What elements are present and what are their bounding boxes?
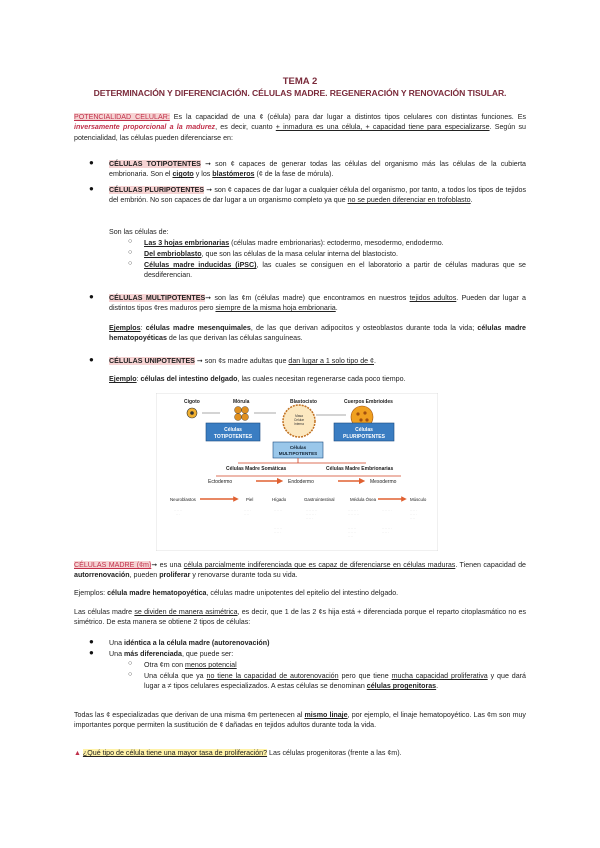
svg-text:· · · · · · ·: · · · · · · ·	[382, 509, 392, 512]
svg-text:Células: Células	[289, 445, 307, 450]
svg-text:· · · · ·: · · · · ·	[410, 509, 417, 512]
multipotentes-examples: Ejemplos: células madre mesenquimales, de las que derivan adipocitos y osteoblastos durante toda la vida; células madre hematopoyéticas de las que derivan las células sanguíneas.	[109, 324, 526, 343]
inner-cell-mass-label: Masa	[295, 414, 303, 418]
cm-paragraph: CÉLULAS MADRE (¢m)➞ es una célula parcialmente indiferenciada que es capaz de diferenciarse en células maduras. Tienen capacidad de autorrenovación, pueden proliferar y renovarse durante toda su vida.	[74, 561, 526, 580]
list-item: Las 3 hojas embrionarias (células madre embrionarias): ectodermo, mesodermo, endodermo.	[144, 239, 444, 247]
list-item: Del embrioblasto, que son las células de la masa celular interna del blastocisto.	[144, 250, 398, 258]
svg-text:· · ·: · · ·	[176, 513, 180, 516]
svg-text:MULTIPOTENTES: MULTIPOTENTES	[278, 451, 318, 456]
sub-bullet-icon: ○	[128, 260, 133, 267]
bullet-icon: ●	[89, 637, 94, 646]
label-gastro: Gastrointestinal	[304, 497, 335, 502]
bullet-icon: ●	[89, 184, 94, 193]
cm-examples: Ejemplos: célula madre hematopoyética, células madre unipotentes del epitelio del intestino delgado.	[74, 589, 399, 597]
svg-text:Celular: Celular	[293, 418, 305, 422]
svg-text:· · · · · ·: · · · · · ·	[274, 509, 283, 512]
label-neuroblastos: Neuroblastos	[170, 497, 196, 502]
bullet-icon: ●	[89, 292, 94, 301]
label-higado: Hígado	[272, 497, 287, 502]
sub-bullet-icon: ○	[128, 249, 133, 256]
totipotentes-paragraph: CÉLULAS TOTIPOTENTES ➞ son ¢ capaces de generar todas las células del organismo más las células de la cubierta embrionaria. Son el cigoto y los blastómeros (¢ de la fase de mórula).	[109, 160, 526, 179]
topic-number: TEMA 2	[282, 76, 318, 87]
label-morula: Mórula	[233, 399, 250, 405]
label-medula: Médula Ósea	[350, 497, 377, 502]
svg-text:· · · ·: · · · ·	[410, 517, 416, 520]
stem-cell-diagram	[156, 393, 438, 551]
svg-text:· · · · · ·: · · · · · ·	[274, 527, 283, 530]
cm-asymmetric: Las células madre se dividen de manera asimétrica, es decir, que 1 de las 2 ¢s hija está + diferenciada porque el reparto citoplasmático no es simétrico. De esta manera se obtiene 2 tipos de células:	[74, 608, 527, 627]
svg-text:· · · · · ·: · · · · · ·	[348, 531, 357, 534]
svg-text:· · · · · ·: · · · · · ·	[174, 509, 183, 512]
intro-paragraph: POTENCIALIDAD CELULAR: Es la capacidad de una ¢ (célula) para dar lugar a distintos tipos celulares con distintas funciones. Es inversamente proporcional a la madurez, es decir, cuanto + inmadura es una célula, + capacidad tiene para especializarse. Según su potencialidad, las células pueden diferenciarse en:	[74, 113, 526, 142]
label-ectodermo: Ectodermo	[208, 479, 233, 485]
svg-text:Células: Células	[355, 427, 373, 433]
svg-text:· · · · · ·: · · · · · ·	[348, 527, 357, 530]
multipotentes-paragraph: CÉLULAS MULTIPOTENTES➞ son las ¢m (células madre) que encontramos en nuestros tejidos adultos. Pueden dar lugar a distintos tipos ¢res maduros pero siempre de la misma hoja embrionaria.	[109, 294, 526, 313]
svg-text:· · · · · · ·: · · · · · · ·	[382, 527, 392, 530]
svg-text:· · · ·: · · · ·	[244, 513, 250, 516]
sub-bullet-icon: ○	[128, 238, 133, 245]
label-piel: Piel	[246, 497, 254, 502]
cm-sub-item: Otra ¢m con menos potencial	[144, 661, 237, 669]
pluripotentes-paragraph: CÉLULAS PLURIPOTENTES ➞ son ¢ capaces de dar lugar a cualquier célula del organismo, por tanto, a todos los tipos de tejidos del embrión. No son capaces de dar lugar a un organismo completo ya que no se pueden diferenciar en trofoblasto.	[109, 186, 527, 205]
svg-text:· · · · · · · ·: · · · · · · · ·	[348, 513, 360, 516]
label-somaticas: Células Madre Somáticas	[226, 466, 287, 472]
unipotentes-example: Ejemplo: células del intestino delgado, las cuales necesitan regenerarse cada poco tiempo.	[109, 375, 406, 383]
cm-sub-item: Una célula que ya no tiene la capacidad de autorenovación pero que tiene mucha capacidad proliferativa y que dará lugar a ≠ tipos celulares especializados. A estas células se denominan células progenitoras.	[144, 672, 526, 691]
warning-triangle-icon: ▲	[74, 750, 81, 757]
svg-text:· · · · · · ·: · · · · · · ·	[306, 513, 316, 516]
svg-text:Células: Células	[224, 427, 242, 433]
svg-text:TOTIPOTENTES: TOTIPOTENTES	[213, 434, 253, 440]
cm-question: ▲ ¿Qué tipo de célula tiene una mayor tasa de proliferación? Las células progenitoras (frente a las ¢m).	[74, 749, 402, 757]
label-embrionarias: Células Madre Embrionarias	[326, 466, 394, 472]
cm-linaje: Todas las ¢ especializadas que derivan de una misma ¢m pertenecen al mismo linaje, por ejemplo, el linaje hematopoyético. Las ¢m son muy importantes porque permiten la sustitución de ¢ dañadas en tejidos adultos durante toda la vida.	[74, 711, 526, 730]
svg-text:· · · · · · · ·: · · · · · · · ·	[306, 509, 318, 512]
bullet-icon: ●	[89, 648, 94, 657]
bullet-icon: ●	[89, 355, 94, 364]
pluripotentes-son: Son las células de:	[109, 228, 169, 236]
svg-text:Interna: Interna	[294, 422, 304, 426]
sub-bullet-icon: ○	[128, 671, 133, 678]
svg-text:· · · · ·: · · · · ·	[382, 531, 389, 534]
svg-text:· · · ·: · · · ·	[348, 535, 354, 538]
svg-text:· · · · ·: · · · · ·	[306, 517, 313, 520]
list-item: Células madre inducidas (iPSC), las cuales se consiguen en el laboratorio a partir de células maduras que se desdiferencian.	[144, 261, 526, 280]
intro-term: POTENCIALIDAD CELULAR:	[74, 113, 170, 121]
svg-text:· · · · · · ·: · · · · · · ·	[348, 509, 358, 512]
sub-bullet-icon: ○	[128, 660, 133, 667]
label-endodermo: Endodermo	[288, 479, 314, 485]
cm-item-identica: Una idéntica a la célula madre (autorenovación)	[109, 639, 270, 647]
cm-item-diferenciada: Una más diferenciada, que puede ser:	[109, 650, 234, 658]
svg-text:PLURIPOTENTES: PLURIPOTENTES	[343, 434, 385, 440]
page-title: DETERMINACIÓN Y DIFERENCIACIÓN. CÉLULAS MADRE. REGENERACIÓN Y RENOVACIÓN TISULAR.	[93, 88, 507, 98]
label-musculo: Músculo	[410, 497, 427, 502]
svg-text:· · · · ·: · · · · ·	[410, 513, 417, 516]
bullet-icon: ●	[89, 158, 94, 167]
label-cuerpos: Cuerpos Embrioides	[344, 399, 393, 405]
svg-text:· · · · ·: · · · · ·	[274, 531, 281, 534]
label-cigoto: Cigoto	[184, 399, 200, 405]
label-mesodermo: Mesodermo	[370, 479, 397, 485]
label-blastocisto: Blastocisto	[290, 399, 317, 405]
svg-text:· · · · ·: · · · · ·	[244, 509, 251, 512]
unipotentes-paragraph: CÉLULAS UNIPOTENTES ➞ son ¢s madre adultas que dan lugar a 1 solo tipo de ¢.	[109, 357, 376, 365]
